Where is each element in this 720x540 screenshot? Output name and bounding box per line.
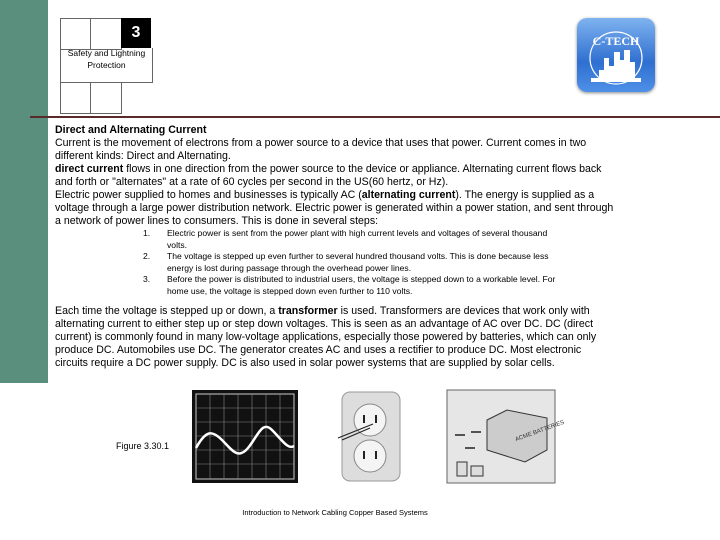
ctech-logo: C-TECH [577,18,655,92]
chapter-title: Safety and Lightning Protection [60,48,153,83]
steps-list [55,228,615,297]
outlet-image [340,390,402,483]
paragraph: direct current flows in one direction from the power source to the device or appliance. Alternating current flows back and forth or "alternates" at a rate of 60 cycles per second in the US(60 hertz, or Hz). [55,163,602,188]
chapter-box [60,18,92,50]
chapter-box [60,82,92,114]
list-item: 1. Electric power is sent from the power plant with high current levels and voltages of several thousand volts. [143,228,548,250]
main-content [55,124,615,370]
footer: Introduction to Network Cabling Copper Based Systems [242,508,428,517]
list-item: 3. Before the power is distributed to industrial users, the voltage is stepped down to a workable level. For home use, the voltage is stepped down even further to 110 volts. [143,274,556,296]
chapter-box [90,18,122,50]
chapter-number: 3 [121,18,151,48]
side-bar [0,0,48,383]
paragraph: Electric power supplied to homes and businesses is typically AC (alternating current). The energy is supplied as a voltage through a large power distribution network. Electric power is generated within a power station, and sent through a network of power lines to consumers. This is done in several steps: [55,189,614,227]
list-item: 2. The voltage is stepped up even further to several hundred thousand volts. This is done because less energy is lost during passage through the overhead power lines. [143,251,549,273]
paragraph: Each time the voltage is stepped up or down, a transformer is used. Transformers are devices that work only with alternating current to either step up or step down voltages. This is seen as an advantage of AC over DC. DC (direct current) is commonly found in many low-voltage applications, especially those powered by batteries, which can only produce DC. Automobiles use DC. The generator creates AC and uses a rectifier to produce DC. Most electronic circuits require a DC power supply. DC is also used in solar power systems that are supplied by solar cells. [55,305,597,369]
divider [30,116,720,118]
oscilloscope-image [192,390,298,483]
svg-text:ACME BATTERIES: ACME BATTERIES [514,419,566,444]
section-heading: Direct and Alternating Current [55,124,207,136]
chapter-box [90,82,122,114]
battery-image [447,390,566,483]
figure-caption: Figure 3.30.1 [116,441,170,451]
paragraph: Current is the movement of electrons from a power source to a device that uses that power. Current comes in two different kinds: Direct and Alternating. [55,137,587,162]
